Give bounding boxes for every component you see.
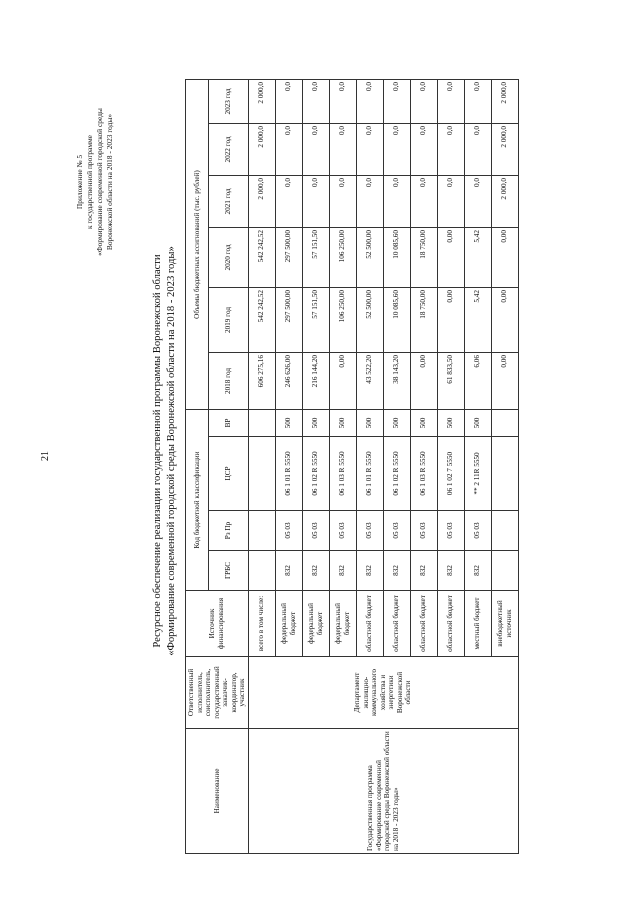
header-grbs: ГРБС [209, 551, 248, 591]
grbs-cell: 832 [302, 551, 329, 591]
value-cell: 57 151,50 [302, 288, 329, 353]
rzpr-cell: 05 03 [383, 511, 410, 551]
rzpr-cell: 05 03 [329, 511, 356, 551]
value-cell: 18 750,00 [410, 288, 437, 353]
source-cell: областной бюджет [356, 591, 383, 657]
header-responsible: Ответственный исполнитель, соисполнитель, государственный заказчик-координатор, участник [186, 657, 249, 729]
header-rzpr: Рз Пр [209, 511, 248, 551]
grbs-cell: 832 [329, 551, 356, 591]
vr-cell: 500 [329, 410, 356, 437]
value-cell: 0,00 [491, 353, 518, 410]
value-cell: 0,00 [491, 228, 518, 288]
header-vr: ВР [209, 410, 248, 437]
rzpr-cell: 05 03 [356, 511, 383, 551]
value-cell: 0,0 [275, 80, 302, 124]
value-cell: 0,0 [329, 124, 356, 176]
value-cell: 0,0 [356, 124, 383, 176]
header-volumes: Объемы бюджетных ассигнований (тыс. рублей) [186, 80, 209, 410]
value-cell: 246 626,00 [275, 353, 302, 410]
csr-cell: 06 1 01 R 5550 [275, 437, 302, 511]
rzpr-cell [248, 511, 275, 551]
csr-cell: ** 2 11R 5550 [464, 437, 491, 511]
value-cell: 18 750,00 [410, 228, 437, 288]
csr-cell: 06 1 02 R 5550 [383, 437, 410, 511]
value-cell: 0,0 [437, 80, 464, 124]
grbs-cell: 832 [383, 551, 410, 591]
value-cell: 0,0 [464, 124, 491, 176]
source-cell: федеральный бюджет [302, 591, 329, 657]
value-cell: 6,06 [464, 353, 491, 410]
value-cell: 61 833,50 [437, 353, 464, 410]
program-name-cell: Государственная программа «Формирование современной городской среды Воронежской области на 2018 - 2023 годы» [248, 729, 518, 854]
rzpr-cell: 05 03 [302, 511, 329, 551]
title-line-1: Ресурсное обеспечение реализации государственной программы Воронежской области [152, 254, 163, 648]
value-cell: 43 522,20 [356, 353, 383, 410]
value-cell: 10 085,60 [383, 228, 410, 288]
vr-cell: 500 [464, 410, 491, 437]
grbs-cell: 832 [275, 551, 302, 591]
vr-cell [491, 410, 518, 437]
value-cell: 0,0 [356, 80, 383, 124]
value-cell: 0,0 [329, 80, 356, 124]
value-cell: 0,00 [437, 228, 464, 288]
header-year: 2023 год [209, 80, 248, 124]
resource-table [185, 79, 519, 854]
value-cell: 297 500,00 [275, 228, 302, 288]
value-cell: 5,42 [464, 228, 491, 288]
grbs-cell [248, 551, 275, 591]
source-cell: федеральный бюджет [275, 591, 302, 657]
title-line-2: «Формирование современной городской среды Воронежской области на 2018 - 2023 годы» [165, 246, 177, 656]
source-cell: областной бюджет [410, 591, 437, 657]
vr-cell: 500 [437, 410, 464, 437]
value-cell: 0,0 [410, 176, 437, 228]
table-row [248, 80, 275, 854]
rzpr-cell: 05 03 [464, 511, 491, 551]
header-budget-code: Код бюджетной классификации [186, 410, 209, 591]
value-cell: 0,0 [410, 80, 437, 124]
value-cell: 0,00 [410, 353, 437, 410]
value-cell: 0,0 [329, 176, 356, 228]
appendix-line: к государственной программе [85, 135, 94, 229]
csr-cell [491, 437, 518, 511]
value-cell: 2 000,0 [491, 176, 518, 228]
value-cell: 0,0 [302, 176, 329, 228]
csr-cell: 06 1 02 7 5550 [437, 437, 464, 511]
value-cell: 52 500,00 [356, 228, 383, 288]
csr-cell: 06 1 03 R 5550 [410, 437, 437, 511]
rzpr-cell [491, 511, 518, 551]
appendix-note [75, 62, 115, 302]
header-year: 2021 год [209, 176, 248, 228]
source-cell: федеральный бюджет [329, 591, 356, 657]
value-cell: 106 250,00 [329, 228, 356, 288]
value-cell: 0,0 [302, 124, 329, 176]
value-cell: 57 151,50 [302, 228, 329, 288]
source-cell: всего в том числе: [248, 591, 275, 657]
value-cell: 5,42 [464, 288, 491, 353]
value-cell: 542 242,52 [248, 228, 275, 288]
document-title [151, 0, 178, 902]
value-cell: 0,0 [437, 124, 464, 176]
header-source: Источник финансирования [186, 591, 249, 657]
rzpr-cell: 05 03 [275, 511, 302, 551]
value-cell: 38 143,20 [383, 353, 410, 410]
vr-cell: 500 [302, 410, 329, 437]
csr-cell: 06 1 03 R 5550 [329, 437, 356, 511]
header-year: 2018 год [209, 353, 248, 410]
vr-cell: 500 [383, 410, 410, 437]
grbs-cell [491, 551, 518, 591]
header-year: 2022 год [209, 124, 248, 176]
grbs-cell: 832 [464, 551, 491, 591]
vr-cell [248, 410, 275, 437]
vr-cell: 500 [275, 410, 302, 437]
grbs-cell: 832 [356, 551, 383, 591]
source-cell: областной бюджет [383, 591, 410, 657]
value-cell: 0,0 [437, 176, 464, 228]
appendix-line: Воронежской области на 2018 - 2023 годы» [105, 113, 114, 251]
value-cell: 0,0 [302, 80, 329, 124]
value-cell: 0,0 [275, 176, 302, 228]
value-cell: 2 000,0 [248, 124, 275, 176]
rzpr-cell: 05 03 [437, 511, 464, 551]
vr-cell: 500 [410, 410, 437, 437]
appendix-line: «Формирование современной городской среды [95, 108, 104, 256]
csr-cell: 06 1 01 R 5550 [356, 437, 383, 511]
value-cell: 106 250,00 [329, 288, 356, 353]
value-cell: 10 085,60 [383, 288, 410, 353]
value-cell: 0,00 [329, 353, 356, 410]
value-cell: 2 000,0 [248, 80, 275, 124]
grbs-cell: 832 [437, 551, 464, 591]
value-cell: 0,0 [275, 124, 302, 176]
value-cell: 2 000,0 [248, 176, 275, 228]
page-number: 21 [40, 451, 51, 461]
value-cell: 0,0 [383, 124, 410, 176]
vr-cell: 500 [356, 410, 383, 437]
value-cell: 0,0 [356, 176, 383, 228]
value-cell: 0,0 [464, 176, 491, 228]
value-cell: 2 000,0 [491, 124, 518, 176]
value-cell: 52 500,00 [356, 288, 383, 353]
value-cell: 0,0 [383, 176, 410, 228]
header-year: 2019 год [209, 288, 248, 353]
source-cell: местный бюджет [464, 591, 491, 657]
value-cell: 606 275,16 [248, 353, 275, 410]
value-cell: 216 144,20 [302, 353, 329, 410]
grbs-cell: 832 [410, 551, 437, 591]
value-cell: 0,00 [437, 288, 464, 353]
source-cell: областной бюджет [437, 591, 464, 657]
responsible-cell: Департамент жилищно-коммунального хозяйства и энергетики Воронежской области [248, 657, 518, 729]
value-cell: 0,0 [464, 80, 491, 124]
rzpr-cell: 05 03 [410, 511, 437, 551]
csr-cell [248, 437, 275, 511]
source-cell: внебюджетный источник [491, 591, 518, 657]
header-csr: ЦСР [209, 437, 248, 511]
value-cell: 0,0 [410, 124, 437, 176]
header-year: 2020 год [209, 228, 248, 288]
value-cell: 0,0 [383, 80, 410, 124]
value-cell: 542 242,52 [248, 288, 275, 353]
appendix-line: Приложение № 5 [75, 154, 84, 210]
value-cell: 297 500,00 [275, 288, 302, 353]
csr-cell: 06 1 02 R 5550 [302, 437, 329, 511]
value-cell: 2 000,0 [491, 80, 518, 124]
header-name: Наименование [186, 729, 249, 854]
value-cell: 0,00 [491, 288, 518, 353]
